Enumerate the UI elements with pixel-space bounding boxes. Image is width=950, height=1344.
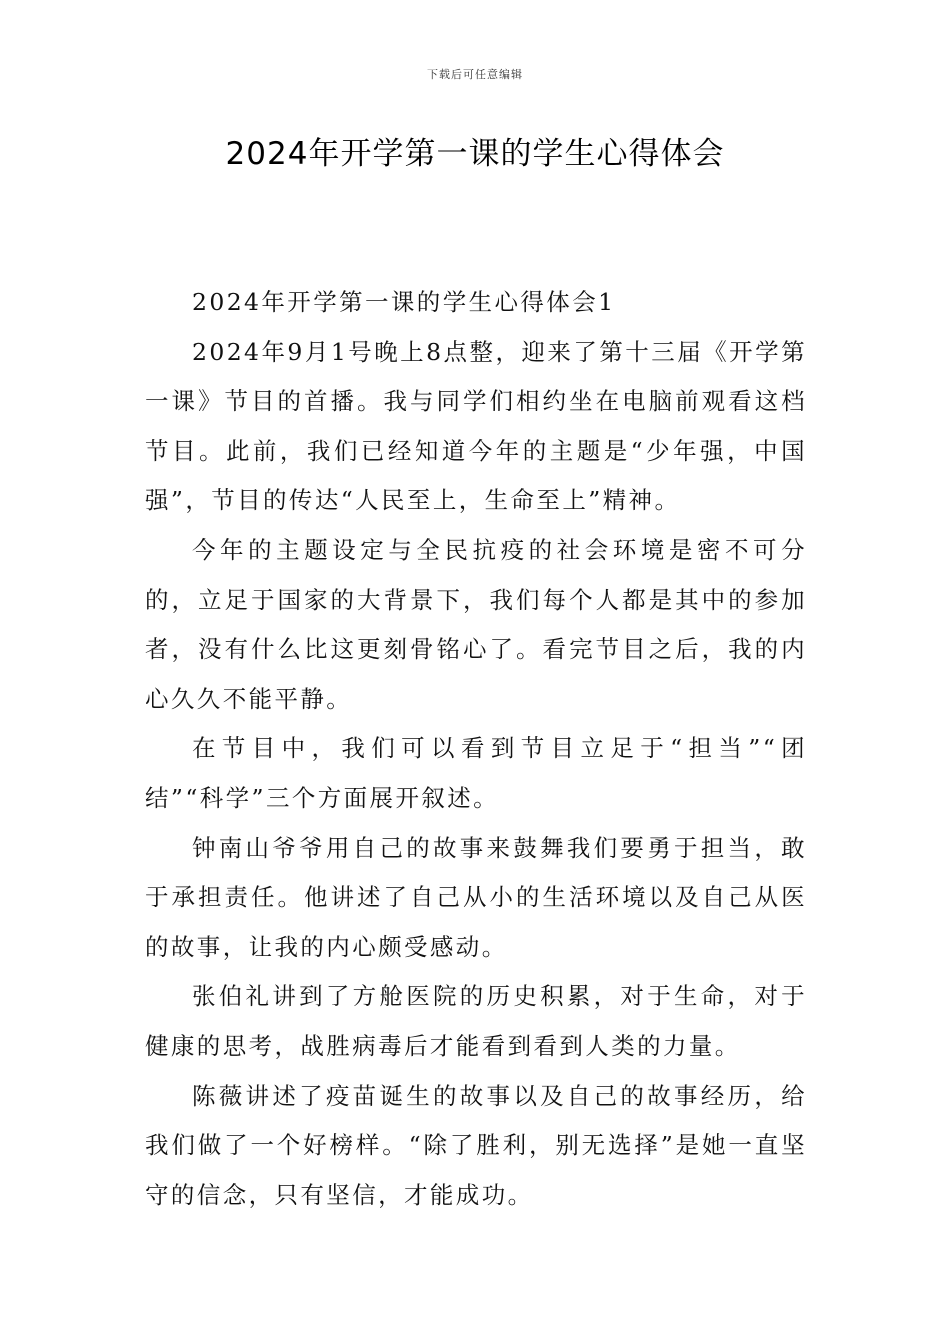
document-body (145, 278, 807, 1220)
paragraph: 陈薇讲述了疫苗诞生的故事以及自己的故事经历，给我们做了一个好榜样。“除了胜利，别无选择”是她一直坚守的信念，只有坚信，才能成功。 (145, 1081, 807, 1209)
paragraph: 2024年9月1号晚上8点整，迎来了第十三届《开学第一课》节目的首播。我与同学们相约坐在电脑前观看这档节目。此前，我们已经知道今年的主题是“少年强，中国强”，节目的传达“人民至上，生命至上”精神。 (145, 337, 807, 515)
paragraph: 钟南山爷爷用自己的故事来鼓舞我们要勇于担当，敢于承担责任。他讲述了自己从小的生活环境以及自己从医的故事，让我的内心颇受感动。 (145, 833, 807, 961)
document-title: 2024年开学第一课的学生心得体会 (225, 136, 725, 172)
header-note: 下载后可任意编辑 (427, 68, 523, 81)
paragraph: 张伯礼讲到了方舱医院的历史积累，对于生命，对于健康的思考，战胜病毒后才能看到看到人类的力量。 (145, 982, 807, 1060)
paragraph: 在节目中，我们可以看到节目立足于“担当”“团结”“科学”三个方面展开叙述。 (145, 734, 807, 812)
paragraph: 今年的主题设定与全民抗疫的社会环境是密不可分的，立足于国家的大背景下，我们每个人都是其中的参加者，没有什么比这更刻骨铭心了。看完节目之后，我的内心久久不能平静。 (145, 535, 807, 713)
section-heading: 2024年开学第一课的学生心得体会1 (192, 288, 616, 316)
